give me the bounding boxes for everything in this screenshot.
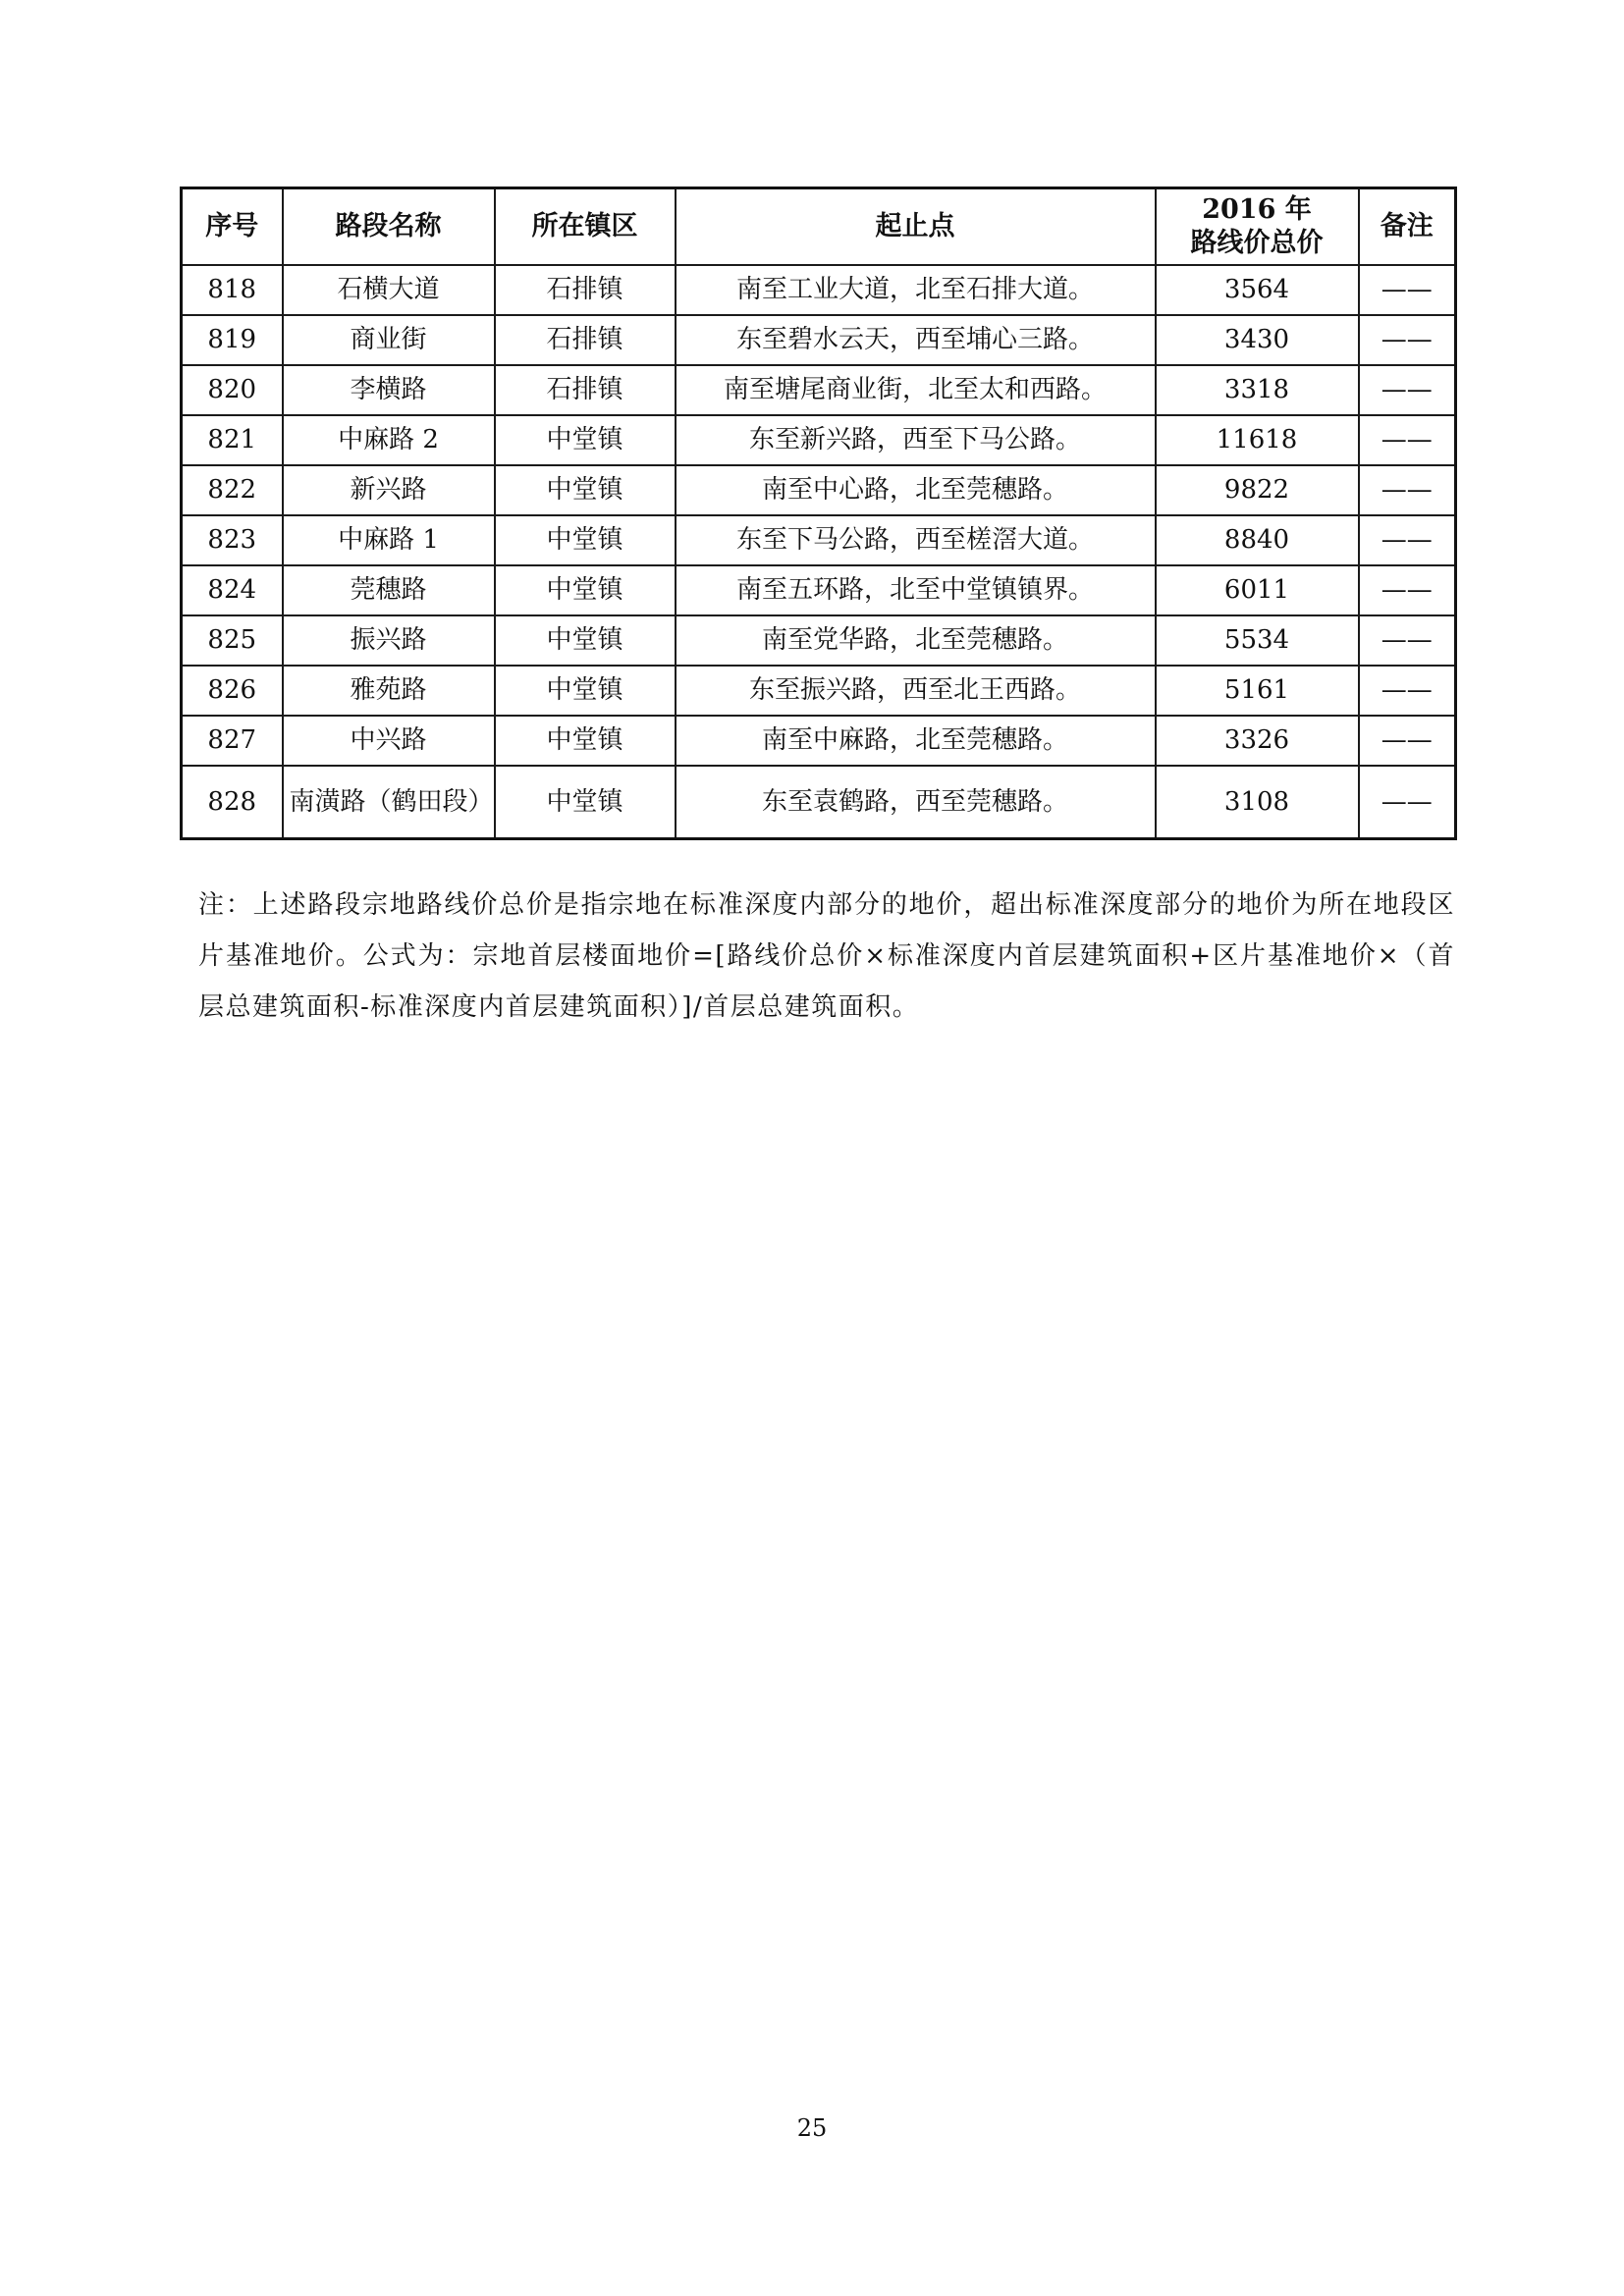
table-row: [182, 315, 1456, 365]
cell-endpoints: 东至振兴路，西至北王西路。: [676, 666, 1156, 716]
cell-price: 3326: [1156, 716, 1359, 766]
cell-remark: ——: [1359, 315, 1456, 365]
cell-remark: ——: [1359, 565, 1456, 615]
header-price-year: 2016 年: [1202, 194, 1312, 226]
table-row: [182, 615, 1456, 666]
cell-price: 6011: [1156, 565, 1359, 615]
cell-index: 825: [182, 615, 283, 666]
cell-index: 823: [182, 515, 283, 565]
cell-road-name: 中麻路 2: [283, 415, 495, 465]
cell-index: 821: [182, 415, 283, 465]
table-row: [182, 565, 1456, 615]
cell-remark: ——: [1359, 615, 1456, 666]
cell-road-name: 新兴路: [283, 465, 495, 515]
cell-price: 5534: [1156, 615, 1359, 666]
cell-price: 3430: [1156, 315, 1359, 365]
cell-remark: ——: [1359, 716, 1456, 766]
footnote: 注：上述路段宗地路线价总价是指宗地在标准深度内部分的地价，超出标准深度部分的地价为所在地段区片基准地价。公式为：宗地首层楼面地价=[路线价总价×标准深度内首层建筑面积+区片基准地价×（首层总建筑面积-标准深度内首层建筑面积）]/首层总建筑面积。: [198, 890, 1455, 1022]
cell-price: 8840: [1156, 515, 1359, 565]
cell-index: 828: [182, 766, 283, 839]
table-row: [182, 265, 1456, 315]
cell-road-name: 商业街: [283, 315, 495, 365]
cell-endpoints: 南至中麻路，北至莞穗路。: [676, 716, 1156, 766]
table-row: [182, 766, 1456, 839]
table-row: [182, 465, 1456, 515]
cell-remark: ——: [1359, 465, 1456, 515]
header-town: 所在镇区: [495, 188, 676, 266]
cell-road-name: 李横路: [283, 365, 495, 415]
cell-price: 11618: [1156, 415, 1359, 465]
header-index: 序号: [182, 188, 283, 266]
table-row: [182, 515, 1456, 565]
cell-road-name: 雅苑路: [283, 666, 495, 716]
cell-town: 石排镇: [495, 365, 676, 415]
cell-index: 822: [182, 465, 283, 515]
table-body: [182, 265, 1456, 839]
cell-index: 819: [182, 315, 283, 365]
header-road-name: 路段名称: [283, 188, 495, 266]
cell-road-name: 莞穗路: [283, 565, 495, 615]
header-price: [1156, 188, 1359, 266]
cell-index: 827: [182, 716, 283, 766]
cell-town: 中堂镇: [495, 666, 676, 716]
cell-endpoints: 南至中心路，北至莞穗路。: [676, 465, 1156, 515]
table-row: [182, 716, 1456, 766]
cell-index: 818: [182, 265, 283, 315]
table-row: [182, 666, 1456, 716]
cell-town: 中堂镇: [495, 716, 676, 766]
cell-endpoints: 东至碧水云天，西至埔心三路。: [676, 315, 1156, 365]
cell-road-name: 南潢路（鹤田段）: [283, 766, 495, 839]
header-endpoints: 起止点: [676, 188, 1156, 266]
cell-endpoints: 南至五环路，北至中堂镇镇界。: [676, 565, 1156, 615]
cell-price: 9822: [1156, 465, 1359, 515]
table-header-row: [182, 188, 1456, 266]
cell-remark: ——: [1359, 365, 1456, 415]
cell-price: 3564: [1156, 265, 1359, 315]
cell-index: 824: [182, 565, 283, 615]
cell-town: 中堂镇: [495, 515, 676, 565]
cell-remark: ——: [1359, 666, 1456, 716]
cell-endpoints: 东至袁鹤路，西至莞穗路。: [676, 766, 1156, 839]
cell-road-name: 中麻路 1: [283, 515, 495, 565]
table-row: [182, 415, 1456, 465]
cell-price: 3108: [1156, 766, 1359, 839]
cell-road-name: 中兴路: [283, 716, 495, 766]
cell-price: 3318: [1156, 365, 1359, 415]
header-price-label: 路线价总价: [1190, 228, 1324, 258]
cell-road-name: 石横大道: [283, 265, 495, 315]
cell-index: 826: [182, 666, 283, 716]
cell-remark: ——: [1359, 415, 1456, 465]
cell-road-name: 振兴路: [283, 615, 495, 666]
cell-remark: ——: [1359, 766, 1456, 839]
cell-endpoints: 南至党华路，北至莞穗路。: [676, 615, 1156, 666]
table-row: [182, 365, 1456, 415]
road-price-table: [180, 187, 1457, 840]
cell-town: 中堂镇: [495, 766, 676, 839]
cell-town: 中堂镇: [495, 465, 676, 515]
header-remark: 备注: [1359, 188, 1456, 266]
cell-town: 石排镇: [495, 315, 676, 365]
cell-town: 石排镇: [495, 265, 676, 315]
cell-endpoints: 东至新兴路，西至下马公路。: [676, 415, 1156, 465]
cell-endpoints: 南至工业大道，北至石排大道。: [676, 265, 1156, 315]
cell-remark: ——: [1359, 265, 1456, 315]
cell-endpoints: 东至下马公路，西至槎滘大道。: [676, 515, 1156, 565]
page-number: 25: [796, 2114, 828, 2142]
cell-endpoints: 南至塘尾商业街，北至太和西路。: [676, 365, 1156, 415]
cell-index: 820: [182, 365, 283, 415]
cell-remark: ——: [1359, 515, 1456, 565]
cell-town: 中堂镇: [495, 565, 676, 615]
cell-town: 中堂镇: [495, 615, 676, 666]
cell-price: 5161: [1156, 666, 1359, 716]
cell-town: 中堂镇: [495, 415, 676, 465]
